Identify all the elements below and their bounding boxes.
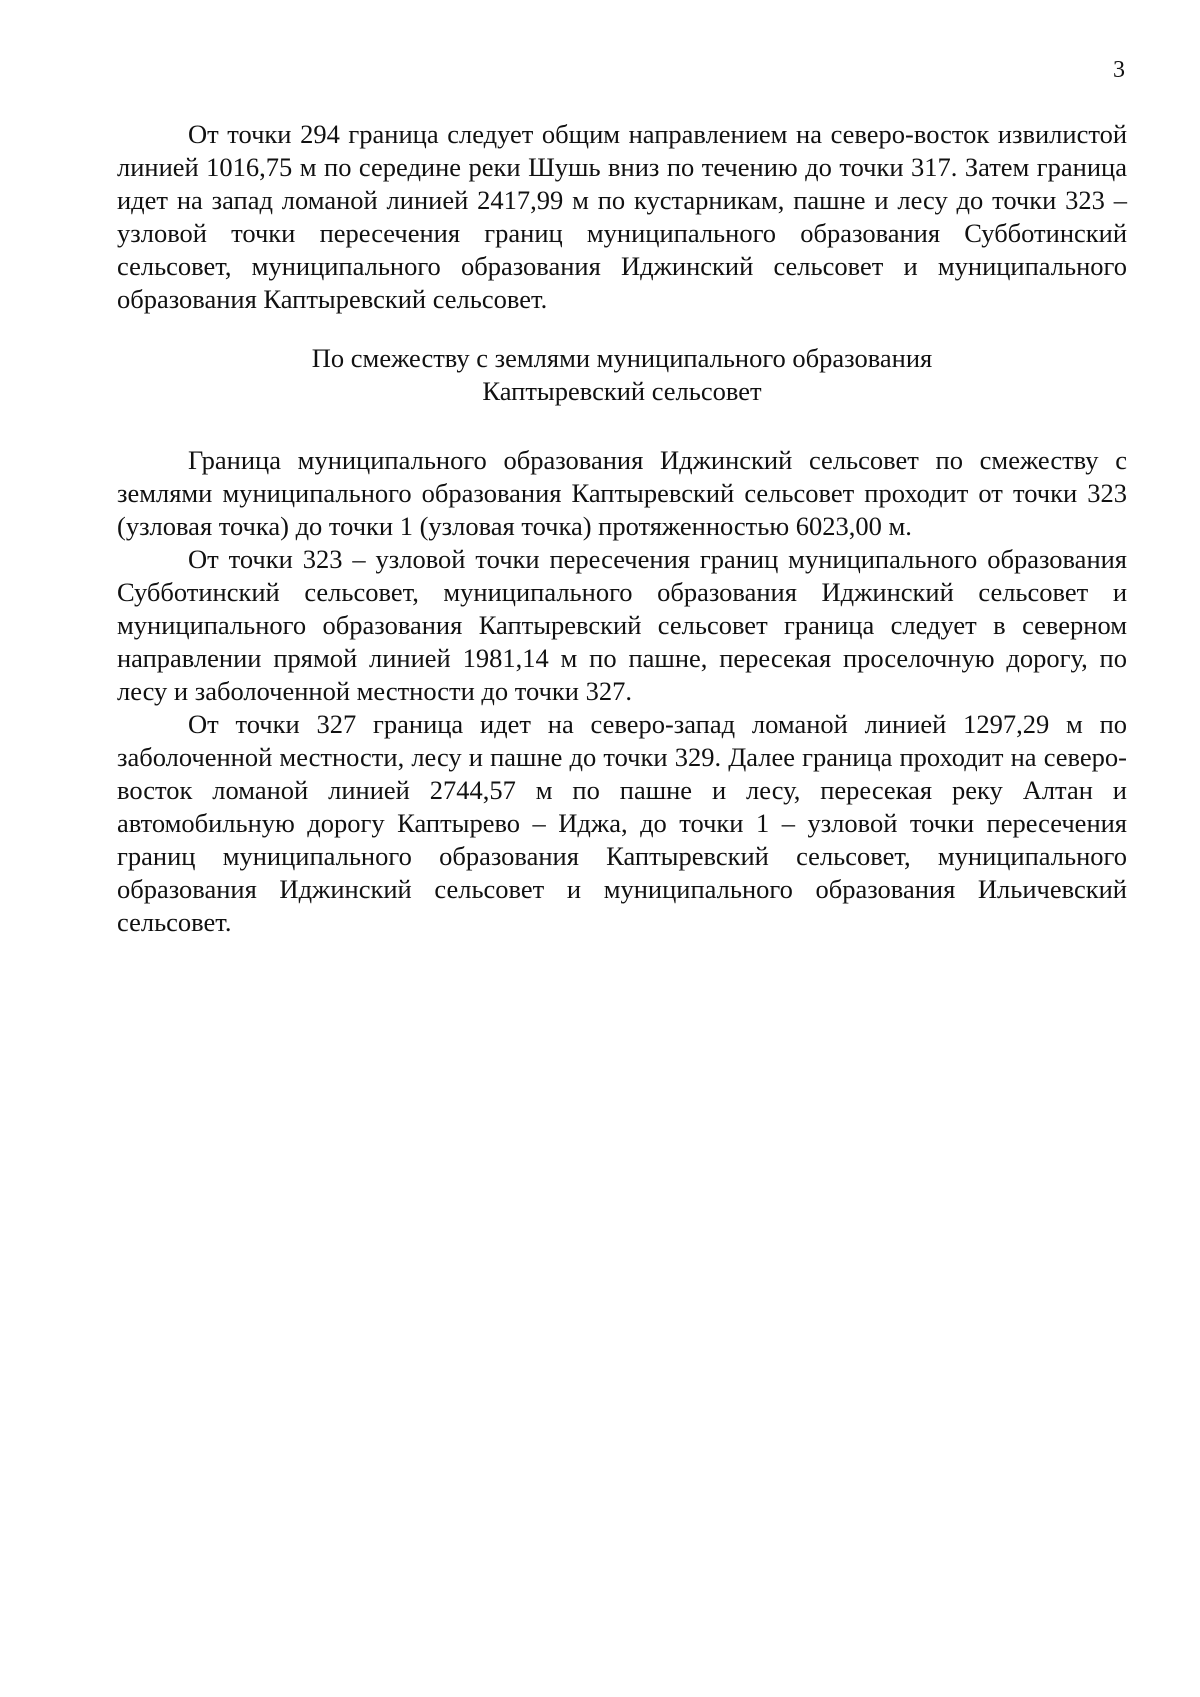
- section-heading-line-2: Каптыревский сельсовет: [482, 376, 762, 406]
- paragraph-boundary-294-323: От точки 294 граница следует общим направлением на северо-восток извилистой линией 1016,75 м по середине реки Шушь вниз по течению до точки 317. Затем граница идет на запад ломаной линией 2417,99 м по кустарникам, пашне и лесу до точки 323 – узловой точки пересечения границ муниципального образования Субботинский сельсовет, муниципального образования Иджинский сельсовет и муниципального образования Каптыревский сельсовет.: [117, 119, 1127, 314]
- paragraph-boundary-327-1: От точки 327 граница идет на северо-запад ломаной линией 1297,29 м по заболоченной местности, лесу и пашне до точки 329. Далее граница проходит на северо-восток ломаной линией 2744,57 м по пашне и лесу, пересекая реку Алтан и автомобильную дорогу Каптырево – Иджа, до точки 1 – узловой точки пересечения границ муниципального образования Каптыревский сельсовет, муниципального образования Иджинский сельсовет и муниципального образования Ильичевский сельсовет.: [117, 709, 1127, 937]
- document-body: [117, 118, 1127, 939]
- section-heading: [117, 342, 1127, 408]
- paragraph-boundary-323-327: От точки 323 – узловой точки пересечения границ муниципального образования Субботинский сельсовет, муниципального образования Иджинский сельсовет и муниципального образования Каптыревский сельсовет граница следует в северном направлении прямой линией 1981,14 м по пашне, пересекая проселочную дорогу, по лесу и заболоченной местности до точки 327.: [117, 544, 1127, 706]
- page-number: 3: [1113, 57, 1125, 83]
- section-heading-line-1: По смежеству с землями муниципального образования: [311, 343, 933, 373]
- paragraph-boundary-summary: Граница муниципального образования Иджинский сельсовет по смежеству с землями муниципального образования Каптыревский сельсовет проходит от точки 323 (узловая точка) до точки 1 (узловая точка) протяженностью 6023,00 м.: [117, 445, 1127, 541]
